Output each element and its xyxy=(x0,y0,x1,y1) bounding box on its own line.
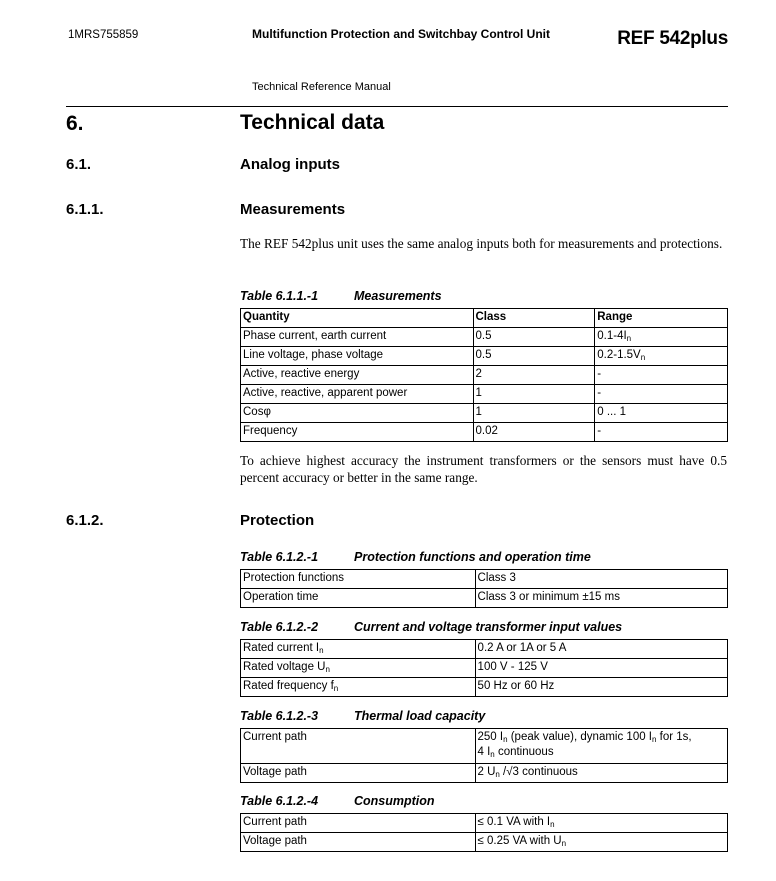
table-cell: 100 V - 125 V xyxy=(475,659,727,678)
measurements-table xyxy=(240,308,728,442)
table-cell: Voltage path xyxy=(241,764,476,783)
product-name: REF 542plus xyxy=(617,28,728,49)
table-caption xyxy=(240,550,591,564)
table-cell: Cosφ xyxy=(241,404,474,423)
table-cell: Rated current $I_n$ xyxy=(241,640,476,659)
table-row xyxy=(241,764,728,783)
paragraph: The REF 542plus unit uses the same analog inputs both for measurements and protections. xyxy=(240,236,723,251)
table-cell: $0.1-4I_n$ xyxy=(595,328,728,347)
section-number: 6. xyxy=(66,112,84,135)
table-header-row xyxy=(241,309,728,328)
table-title: Consumption xyxy=(354,794,435,808)
table-number: Table 6.1.1.-1 xyxy=(240,289,319,303)
table-cell: ≤ 0.1 VA with $I_n$ xyxy=(475,814,727,833)
thermal-load-table xyxy=(240,728,728,783)
table-row xyxy=(241,347,728,366)
table-row xyxy=(241,640,728,659)
column-header: Quantity xyxy=(241,309,474,328)
table-cell: 0 ... 1 xyxy=(595,404,728,423)
table-cell: Rated frequency $f_n$ xyxy=(241,678,476,697)
table-title: Thermal load capacity xyxy=(354,709,486,723)
manual-name: Technical Reference Manual xyxy=(252,81,391,93)
table-cell: - xyxy=(595,385,728,404)
table-cell: Voltage path xyxy=(241,833,476,852)
section-title: Analog inputs xyxy=(240,156,340,173)
table-cell: Active, reactive, apparent power xyxy=(241,385,474,404)
table-cell: Operation time xyxy=(241,589,476,608)
table-cell: Phase current, earth current xyxy=(241,328,474,347)
table-row xyxy=(241,404,728,423)
table-cell: ≤ 0.25 VA with $U_n$ xyxy=(475,833,727,852)
table-cell: 1 xyxy=(473,385,595,404)
table-row xyxy=(241,423,728,442)
table-row xyxy=(241,589,728,608)
table-cell: 50 Hz or 60 Hz xyxy=(475,678,727,697)
table-caption xyxy=(240,794,435,808)
table-title: Protection functions and operation time xyxy=(354,550,591,564)
table-row xyxy=(241,328,728,347)
table-cell: 0.02 xyxy=(473,423,595,442)
section-title: Technical data xyxy=(240,111,385,134)
document-title: Multifunction Protection and Switchbay Control Unit xyxy=(252,27,550,41)
section-title: Measurements xyxy=(240,201,346,218)
table-number: Table 6.1.2.-4 xyxy=(240,794,319,808)
table-number: Table 6.1.2.-1 xyxy=(240,550,319,564)
table-cell: 0.2 A or 1A or 5 A xyxy=(475,640,727,659)
table-cell: Frequency xyxy=(241,423,474,442)
table-row xyxy=(241,814,728,833)
table-number: Table 6.1.2.-2 xyxy=(240,620,319,634)
column-header: Class xyxy=(473,309,595,328)
table-caption xyxy=(240,620,622,634)
table-row xyxy=(241,385,728,404)
table-cell: 1 xyxy=(473,404,595,423)
table-row xyxy=(241,570,728,589)
table-cell: Protection functions xyxy=(241,570,476,589)
table-cell: Class 3 or minimum ±15 ms xyxy=(475,589,727,608)
table-caption xyxy=(240,289,442,303)
protection-table xyxy=(240,569,728,608)
table-cell: 0.5 xyxy=(473,328,595,347)
table-row xyxy=(241,729,728,764)
table-cell: 2 xyxy=(473,366,595,385)
table-title: Measurements xyxy=(354,289,442,303)
table-title: Current and voltage transformer input values xyxy=(354,620,623,634)
table-number: Table 6.1.2.-3 xyxy=(240,709,319,723)
table-cell: 2 $U_n$ /√3 continuous xyxy=(475,764,728,783)
table-row xyxy=(241,366,728,385)
table-cell: Active, reactive energy xyxy=(241,366,474,385)
table-cell: Class 3 xyxy=(475,570,727,589)
table-cell: Rated voltage $U_n$ xyxy=(241,659,476,678)
section-number: 6.1. xyxy=(66,156,92,173)
table-cell: - xyxy=(595,423,728,442)
table-cell: 250 $I_n$ (peak value), dynamic 100 $I_n$ for 1s, 4 $I_n$ continuous xyxy=(475,729,728,764)
column-header: Range xyxy=(595,309,728,328)
section-number: 6.1.2. xyxy=(66,512,104,529)
table-cell: 0.5 xyxy=(473,347,595,366)
table-row xyxy=(241,659,728,678)
consumption-table xyxy=(240,813,728,852)
table-row xyxy=(241,678,728,697)
section-title: Protection xyxy=(240,512,315,529)
section-number: 6.1.1. xyxy=(66,201,104,218)
table-cell: Current path xyxy=(241,814,476,833)
table-cell: $0.2-1.5V_n$ xyxy=(595,347,728,366)
transformer-input-table xyxy=(240,639,728,697)
table-caption xyxy=(240,709,485,723)
paragraph: To achieve highest accuracy the instrument transformers or the sensors must have 0.5 percent accuracy or better in the same range. xyxy=(240,453,727,485)
header-divider xyxy=(66,106,728,107)
table-cell: - xyxy=(595,366,728,385)
table-row xyxy=(241,833,728,852)
table-cell: Current path xyxy=(241,729,476,764)
table-cell: Line voltage, phase voltage xyxy=(241,347,474,366)
document-number: 1MRS755859 xyxy=(68,29,139,41)
